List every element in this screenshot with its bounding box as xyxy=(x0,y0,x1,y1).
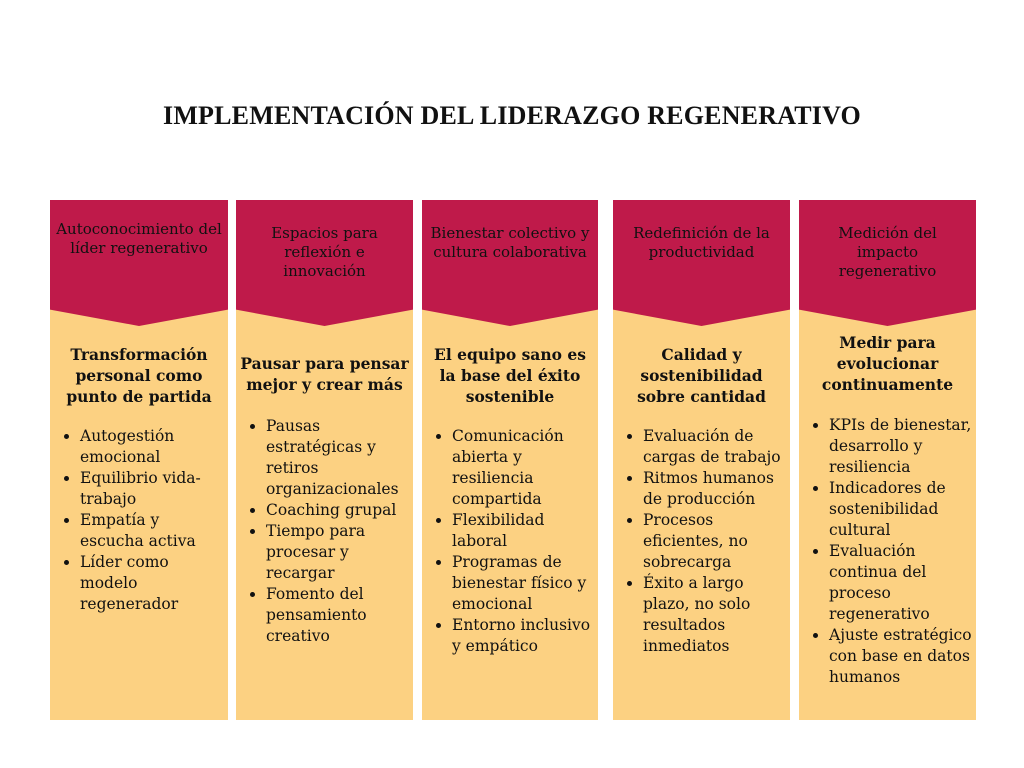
column-list xyxy=(60,426,226,615)
column-subtitle: Calidad y sostenibilidad sobre cantidad xyxy=(637,345,766,406)
list-item: • Evaluación continua del proceso regenerativo xyxy=(829,541,974,625)
list-item: • KPIs de bienestar, desarrollo y resiliencia xyxy=(829,415,974,478)
list-item: • Pausas estratégicas y retiros organizacionales xyxy=(266,416,411,500)
column-subtitle: El equipo sano es la base del éxito sostenible xyxy=(434,345,586,406)
column-bienestar xyxy=(422,200,598,720)
list-item: • Comunicación abierta y resiliencia compartida xyxy=(452,426,596,510)
list-item: • Procesos eficientes, no sobrecarga xyxy=(643,510,788,573)
list-item: • Equilibrio vida-trabajo xyxy=(80,468,226,510)
column-header-text: Bienestar colectivo y cultura colaborativa xyxy=(430,224,590,261)
list-item: • Evaluación de cargas de trabajo xyxy=(643,426,788,468)
column-redefinicion xyxy=(613,200,790,720)
list-item: • Indicadores de sostenibilidad cultural xyxy=(829,478,974,541)
column-autoconocimiento xyxy=(50,200,228,720)
column-header-text: Autoconocimiento del líder regenerativo xyxy=(56,220,222,257)
column-header-banner xyxy=(50,200,228,326)
list-item: • Éxito a largo plazo, no solo resultados inmediatos xyxy=(643,573,788,657)
column-list xyxy=(432,426,596,657)
list-item: • Entorno inclusivo y empático xyxy=(452,615,596,657)
list-item: • Fomento del pensamiento creativo xyxy=(266,584,411,647)
list-item: • Tiempo para procesar y recargar xyxy=(266,521,411,584)
page-title: IMPLEMENTACIÓN DEL LIDERAZGO REGENERATIVO xyxy=(163,101,861,130)
column-subtitle: Transformación personal como punto de partida xyxy=(66,345,212,406)
list-item: • Empatía y escucha activa xyxy=(80,510,226,552)
column-header-text: Espacios para reflexión e innovación xyxy=(271,224,378,280)
list-item: • Ritmos humanos de producción xyxy=(643,468,788,510)
column-header-text: Medición del impacto regenerativo xyxy=(838,224,937,280)
column-medicion xyxy=(799,200,976,720)
column-list xyxy=(246,416,411,647)
column-subtitle: Pausar para pensar mejor y crear más xyxy=(240,354,409,394)
column-subtitle: Medir para evolucionar continuamente xyxy=(821,333,954,394)
column-list xyxy=(623,426,788,657)
list-item: • Coaching grupal xyxy=(266,500,411,521)
list-item: • Ajuste estratégico con base en datos humanos xyxy=(829,625,974,688)
column-header-banner xyxy=(613,200,790,326)
list-item: • Líder como modelo regenerador xyxy=(80,552,226,615)
list-item: • Flexibilidad laboral xyxy=(452,510,596,552)
list-item: • Autogestión emocional xyxy=(80,426,226,468)
column-list xyxy=(809,415,974,688)
column-header-banner xyxy=(422,200,598,326)
column-espacios xyxy=(236,200,413,720)
column-header-text: Redefinición de la productividad xyxy=(633,224,770,261)
list-item: • Programas de bienestar físico y emocional xyxy=(452,552,596,615)
